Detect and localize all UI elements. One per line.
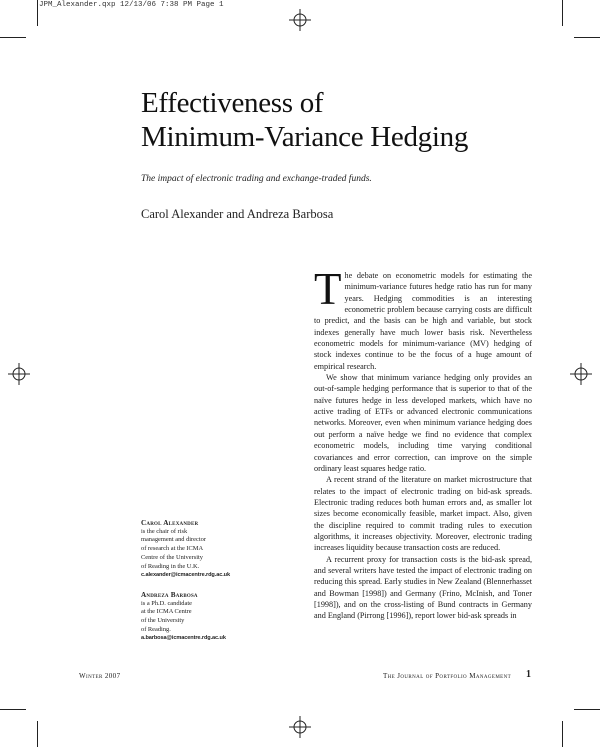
registration-mark-top-icon [289,9,311,31]
body-paragraph-1 [314,264,532,372]
crop-mark-top-right-h [574,37,600,38]
article-title-line-2: Minimum-Variance Hedging [141,121,469,153]
footer-journal-name: The Journal of Portfolio Management [383,672,512,680]
registration-mark-left-icon [8,363,30,385]
author-bio-description: is a Ph.D. candidate at the ICMA Centre of the University of Reading. [141,599,192,633]
body-paragraph-1-text: he debate on econometric models for estimating the minimum-variance futures hedge ratio has run for many years. Hedging commodities is an interesting econometric problem because carrying costs are difficult to predict, and the basis can be high and variable, but stock indexes generally have much lower basis risk. Nevertheless econometric models for minimum-variance (MV) hedging of stock indexes continue to be the focus of a huge amount of empirical research. [314,271,532,371]
body-column [314,264,532,622]
body-paragraph-3: A recent strand of the literature on market microstructure that relates to the impact of electronic trading on bid-ask spreads. Electronic trading reduces both human errors and, as smaller lot sizes become economically feasible, market impact. Also, given the discipline required to commit trading rules to execution algorithms, it increases objectivity. Moreover, electronic trading increases liquidity because transaction costs are reduced. [314,475,532,553]
registration-mark-bottom-icon [289,716,311,738]
author-bio-name: Andreza Barbosa [141,590,198,599]
author-bio-description: is the chair of risk management and director of research at the ICMA Centre of the University of Reading in the U.K. [141,527,206,570]
author-bio [141,519,291,580]
drop-cap: T [314,264,342,314]
article-subtitle: The impact of electronic trading and exchange-traded funds. [141,174,372,184]
author-bio-email: a.barbosa@icmacentre.rdg.ac.uk [141,635,226,642]
crop-mark-top-left-h [0,37,26,38]
author-bio-name: Carol Alexander [141,519,199,527]
author-bio-email: c.alexander@icmacentre.rdg.ac.uk [141,572,231,579]
article-title [141,86,501,154]
article-authors: Carol Alexander and Andreza Barbosa [141,207,334,221]
crop-mark-bottom-left-h [0,709,26,710]
footer-issue: Winter 2007 [79,672,121,680]
article-title-line-1: Effectiveness of [141,87,324,119]
file-slug-line: JPM_Alexander.qxp 12/13/06 7:38 PM Page 1 [39,1,224,9]
crop-mark-top-right-v [562,0,563,26]
page-number: 1 [526,669,531,680]
body-paragraph-4: A recurrent proxy for transaction costs is the bid-ask spread, and several writers have tested the impact of electronic trading on reducing this spread. Early studies in New Zealand (Blennerhasset and Bowman [1998]) and Germany (Frino, McInish, and Toner [1998]), and on the cross-listing of Bund contracts in Germany and England (Pirrong [1996]), report lower bid-ask spreads in [314,554,532,621]
crop-mark-bottom-right-v [562,721,563,747]
author-bio [141,591,291,643]
author-bios [141,519,291,654]
crop-mark-top-left-v [37,0,38,26]
registration-mark-right-icon [570,363,592,385]
crop-mark-bottom-left-v [37,721,38,747]
body-paragraph-2: We show that minimum variance hedging only provides an out-of-sample hedging performance that is superior to that of the naïve futures hedge in less developed markets, which have no active trading of ETFs or advanced electronic communications networks. Moreover, even when minimum variance hedging does out perform a naïve hedge we find no evidence that complex econometric models, including time varying conditional covariances and error correction, can improve on the simple ordinary least squares hedge ratio. [314,373,532,473]
crop-mark-bottom-right-h [574,709,600,710]
